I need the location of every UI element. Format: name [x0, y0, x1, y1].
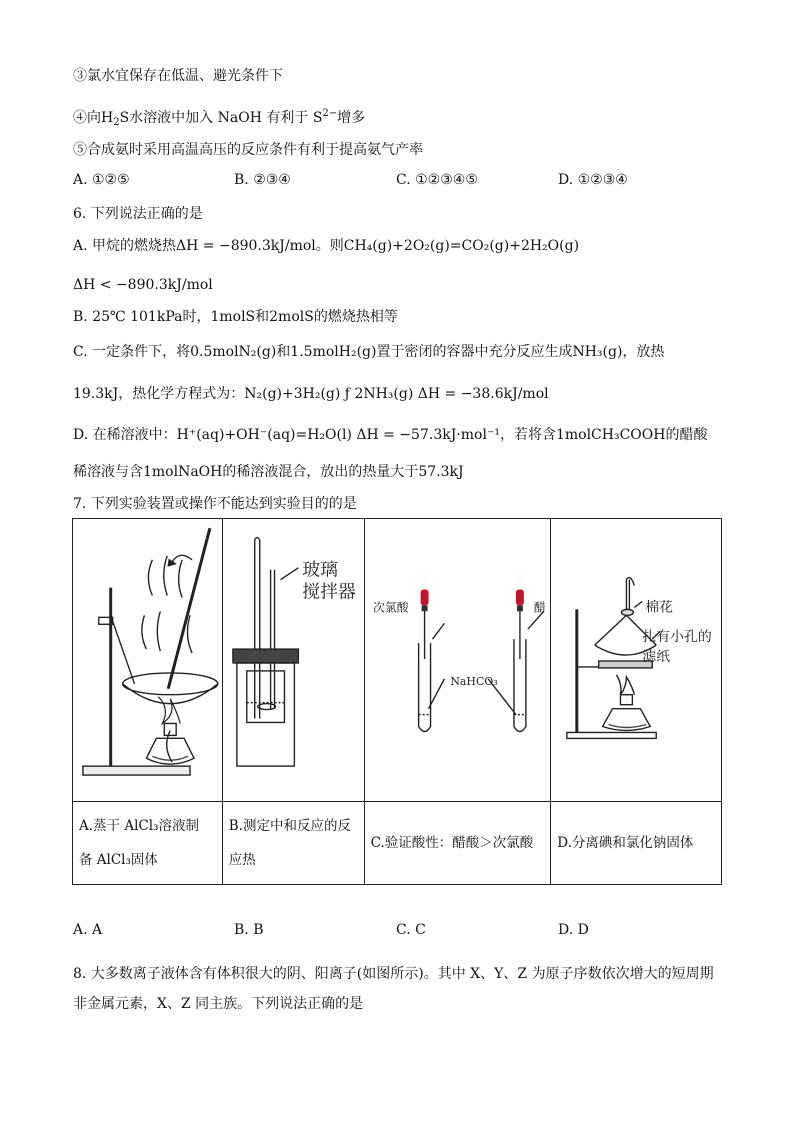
label-stirrer: 搅拌器 — [302, 581, 356, 603]
caption-a: A.蒸干 AlCl₃溶液制 备 AlCl₃固体 — [73, 802, 223, 885]
q6-stem: 6. 下列说法正确的是 — [73, 206, 203, 222]
statement-3: ③氯水宜保存在低温、避光条件下 — [73, 68, 283, 84]
apparatus-c-cell — [364, 519, 551, 802]
q5-option-c[interactable]: C. ①②③④⑤ — [396, 172, 478, 188]
caption-d: D.分离碘和氯化钠固体 — [551, 802, 722, 885]
q6-option-a-cont: ΔH < −890.3kJ/mol — [73, 277, 213, 293]
apparatus-b-cell — [222, 519, 364, 802]
label-glass: 玻璃 — [302, 559, 338, 581]
q5-option-b[interactable]: B. ②③④ — [234, 172, 291, 188]
experiment-table — [72, 518, 722, 885]
q6-option-d-cont: 稀溶液与含1molNaOH的稀溶液混合，放出的热量大于57.3kJ — [73, 464, 464, 480]
q5-option-a[interactable]: A. ①②⑤ — [73, 172, 130, 188]
statement-4: ④向$H_2S$水溶液中加入 NaOH 有利于 $S^{2-}$增多 — [73, 108, 366, 128]
label-hclo: 次氯酸 — [372, 600, 409, 615]
q6-option-d[interactable]: D. 在稀溶液中：H⁺(aq)+OH⁻(aq)=H₂O(l) ΔH = −57.3kJ·mol⁻¹，若将含1molCH₃COOH的醋酸 — [73, 427, 708, 443]
q6-option-c[interactable]: C. 一定条件下，将0.5molN₂(g)和1.5molH₂(g)置于密闭的容器中充分反应生成NH₃(g)，放热 — [73, 344, 665, 360]
calorimeter-icon — [223, 519, 364, 801]
q8-stem-line2: 非金属元素，X、Z 同主族。下列说法正确的是 — [73, 996, 364, 1012]
apparatus-a-cell — [73, 519, 223, 802]
q6-option-b[interactable]: B. 25℃ 101kPa时，1molS和2molS的燃烧热相等 — [73, 309, 398, 325]
label-filter-paper-1: 扎有小孔的 — [642, 629, 712, 646]
q5-option-d[interactable]: D. ①②③④ — [558, 172, 628, 188]
q7-stem: 7. 下列实验装置或操作不能达到实验目的的是 — [73, 496, 357, 512]
q7-option-b[interactable]: B. B — [234, 922, 264, 938]
sublimation-apparatus-icon — [551, 519, 721, 801]
q7-option-a[interactable]: A. A — [73, 922, 103, 938]
evaporation-apparatus-icon — [73, 519, 222, 801]
label-nahco3: NaHCO₃ — [449, 674, 498, 688]
q7-option-c[interactable]: C. C — [396, 922, 426, 938]
label-filter-paper-2: 滤纸 — [642, 648, 671, 665]
label-acetic: 醋 — [533, 600, 546, 615]
q6-option-c-cont: 19.3kJ，热化学方程式为：N₂(g)+3H₂(g) ƒ 2NH₃(g) ΔH = −38.6kJ/mol — [73, 386, 549, 402]
q6-option-a[interactable]: A. 甲烷的燃烧热ΔH = −890.3kJ/mol。则CH₄(g)+2O₂(g)=CO₂(g)+2H₂O(g) — [73, 238, 580, 254]
apparatus-d-cell — [551, 519, 722, 802]
caption-c: C.验证酸性：醋酸＞次氯酸 — [364, 802, 551, 885]
statement-5: ⑤合成氨时采用高温高压的反应条件有利于提高氨气产率 — [73, 142, 423, 158]
q8-stem-line1: 8. 大多数离子液体含有体积很大的阴、阳离子(如图所示)。其中 X、Y、Z 为原子序数依次增大的短周期 — [73, 966, 714, 982]
q7-options — [73, 922, 723, 942]
caption-b: B.测定中和反应的反 应热 — [222, 802, 364, 885]
label-cotton: 棉花 — [645, 599, 674, 616]
test-tubes-icon — [365, 519, 551, 801]
q5-options — [73, 172, 723, 192]
q7-option-d[interactable]: D. D — [558, 922, 589, 938]
